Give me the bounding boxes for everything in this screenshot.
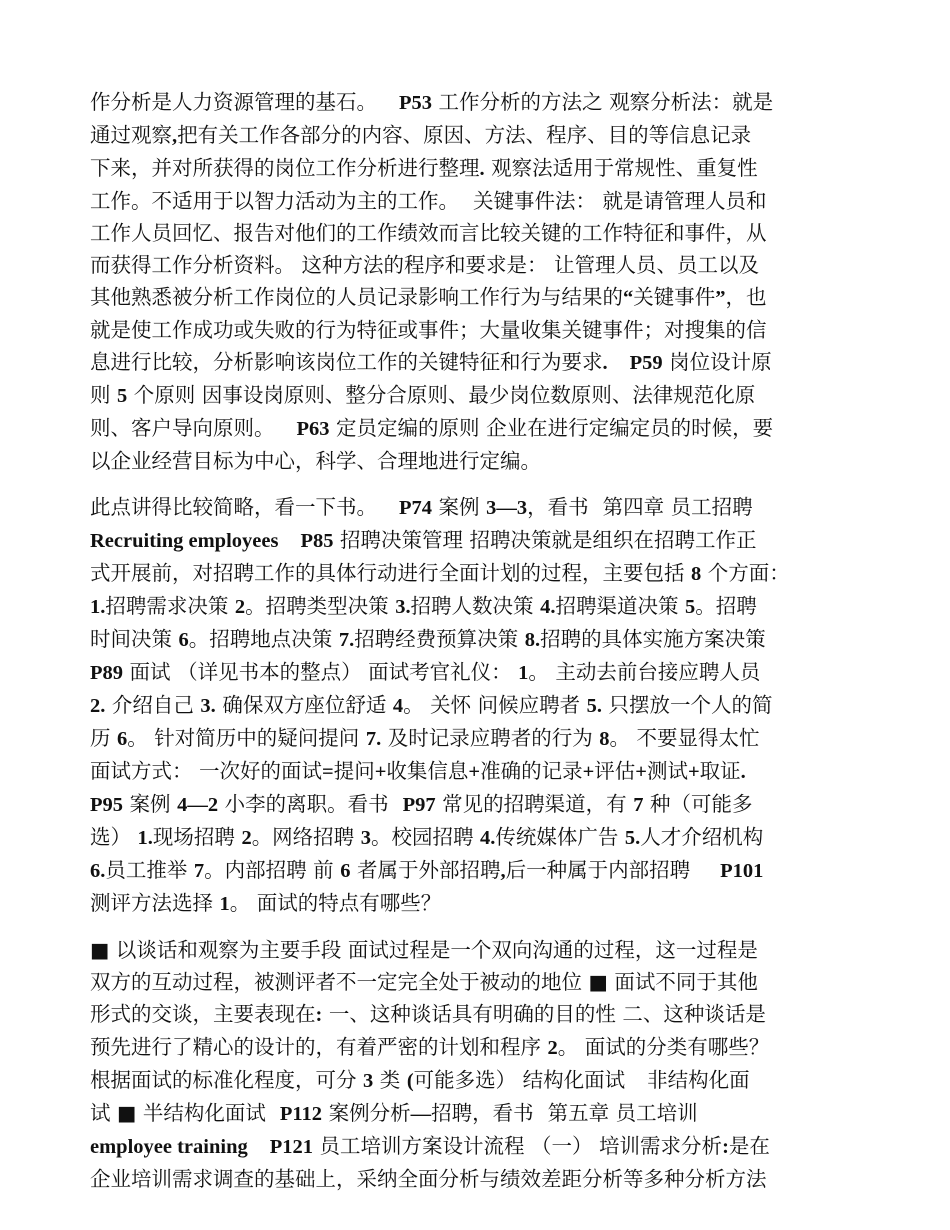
text-line	[90, 623, 866, 656]
text-run: 案例分析	[322, 1101, 411, 1125]
text-run: 收集信息	[386, 759, 469, 783]
bold-text: P85	[300, 530, 334, 552]
text-run: 。校园招聘	[370, 825, 480, 849]
text-run: 。 关怀 问候应聘者	[403, 693, 587, 717]
text-run: 者属于外部招聘	[350, 858, 501, 882]
text-run: 小李的离职。看书	[218, 792, 389, 816]
text-run: 后一种属于内部招聘	[505, 858, 691, 882]
text-run: 则、客户导向原则。	[90, 416, 275, 440]
bold-text: +	[468, 761, 481, 783]
text-run: 及时记录应聘者的行为	[381, 726, 600, 750]
bold-text: .	[602, 352, 608, 374]
text-run: 。 主动去前台接应聘人员	[528, 660, 761, 684]
bold-text: P89	[90, 662, 124, 684]
text-run: 选）	[90, 825, 138, 849]
text-line	[90, 755, 866, 788]
bold-text: employee training	[90, 1136, 248, 1158]
text-run: 第五章 员工培训	[547, 1101, 698, 1125]
bold-text: P101	[720, 860, 764, 882]
text-line	[90, 854, 866, 887]
bold-text: +	[635, 761, 647, 783]
text-line	[90, 86, 866, 119]
text-line	[90, 185, 866, 217]
text-run: 准确的记录	[480, 759, 583, 783]
text-run: 招聘渠道决策	[555, 594, 685, 618]
bold-text: 1	[518, 662, 529, 684]
text-run: 面试 （详见书本的整点） 面试考官礼仪：	[123, 660, 519, 684]
text-run: 个原则 因事设岗原则、整分合原则、最少岗位数原则、法律规范化原	[127, 383, 756, 407]
text-run: 介绍自己	[105, 693, 201, 717]
text-run: 双方的互动过程，被测评者不一定完全处于被动的地位 ■ 面试不同于其他	[90, 970, 758, 994]
text-line	[90, 119, 866, 152]
bold-text: P53	[399, 92, 433, 114]
text-line	[90, 346, 866, 379]
text-line	[90, 445, 866, 477]
paragraph	[90, 491, 866, 920]
text-line	[90, 1130, 866, 1163]
bold-text: :	[722, 1136, 729, 1158]
text-line	[90, 887, 866, 920]
bold-text: 2	[547, 1037, 558, 1059]
text-run: 员工培训方案设计流程 （一） 培训需求分析	[313, 1134, 723, 1158]
bold-text: 7.	[338, 629, 355, 651]
text-run: 下来，并对所获得的岗位工作分析进行整理	[90, 156, 480, 180]
text-run: 招聘经费预算决策	[354, 627, 525, 651]
text-run: 时间决策	[90, 627, 179, 651]
text-run: 根据面试的标准化程度，可分	[90, 1068, 364, 1092]
bold-text: 3.	[395, 596, 411, 618]
text-line	[90, 491, 866, 524]
bold-text: 8.	[524, 629, 541, 651]
text-run: 评估	[594, 759, 636, 783]
text-run: 招聘的具体实施方案决策	[540, 627, 766, 651]
text-run: 试 ■ 半结构化面试	[90, 1101, 266, 1125]
bold-text: 6	[178, 629, 189, 651]
bold-text: 7.	[365, 728, 382, 750]
text-run: 就是使工作成功或失败的行为特征或事件；大量收集关键事件；对搜集的信	[90, 318, 767, 342]
text-run: 此点讲得比较简略，看一下书。	[90, 495, 377, 519]
bold-text: Recruiting employees	[90, 530, 279, 552]
bold-text: 5	[117, 385, 128, 407]
text-run: 。 不要显得太忙	[609, 726, 760, 750]
text-run: 是在	[728, 1134, 770, 1158]
bold-text: 4.	[480, 827, 496, 849]
text-line	[90, 722, 866, 755]
bold-text: +	[582, 761, 595, 783]
bold-text: 6	[340, 860, 351, 882]
bold-text: 4.	[540, 596, 556, 618]
text-line	[90, 821, 866, 854]
text-line	[90, 379, 866, 412]
text-line	[90, 998, 866, 1031]
bold-text: 3	[363, 1070, 374, 1092]
text-run: 历	[90, 726, 118, 750]
text-run: 预先进行了精心的设计的，有着严密的计划和程序	[90, 1035, 548, 1059]
text-run: 息进行比较，分析影响该岗位工作的关键特征和行为要求	[90, 350, 603, 374]
text-line	[90, 314, 866, 346]
text-run: 种（可能多	[643, 792, 753, 816]
text-line	[90, 1097, 866, 1130]
text-line	[90, 590, 866, 623]
text-run: 类	[373, 1068, 407, 1092]
text-line	[90, 656, 866, 689]
text-run: 而获得工作分析资料。 这种方法的程序和要求是： 让管理人员、员工以及	[90, 253, 760, 277]
text-run: 可能多选） 结构化面试	[413, 1068, 626, 1092]
bold-text: 7	[633, 794, 644, 816]
bold-text: 5	[685, 596, 696, 618]
text-line	[90, 152, 866, 185]
text-run: 式开展前，对招聘工作的具体行动进行全面计划的过程，主要包括	[90, 561, 692, 585]
paragraph	[90, 934, 866, 1195]
text-run: 常见的招聘渠道，有	[435, 792, 634, 816]
text-run: 招聘，看书	[431, 1101, 534, 1125]
paragraph	[90, 86, 866, 477]
bold-text: 1.	[137, 827, 153, 849]
text-run: 工作人员回忆、报告对他们的工作绩效而言比较关键的工作特征和事件，从	[90, 221, 767, 245]
bold-text: 5.	[624, 827, 641, 849]
bold-text: ,	[172, 125, 178, 147]
text-run: 非结构化面	[647, 1068, 750, 1092]
text-run: 传统媒体广告	[495, 825, 625, 849]
text-run: 提问	[333, 759, 375, 783]
text-run: 其他熟悉被分析工作岗位的人员记录影响工作行为与结果的	[90, 285, 623, 309]
text-line	[90, 1031, 866, 1064]
text-run: 案例	[123, 792, 178, 816]
bold-text: 1	[219, 893, 230, 915]
text-run: 形式的交谈，主要表现在	[90, 1002, 316, 1026]
text-run: 作分析是人力资源管理的基石。	[90, 90, 377, 114]
bold-text: ,	[500, 860, 506, 882]
text-run: 。网络招聘	[251, 825, 361, 849]
bold-text: 8	[599, 728, 610, 750]
text-line	[90, 281, 866, 314]
bold-text: 2	[241, 827, 252, 849]
text-run: 关键事件	[633, 285, 716, 309]
text-run: 招聘需求决策	[105, 594, 235, 618]
text-line	[90, 689, 866, 722]
text-line	[90, 934, 866, 966]
bold-text: 1.	[90, 596, 106, 618]
bold-text: 2.	[90, 695, 106, 717]
bold-text: 7	[193, 860, 205, 882]
text-run: 以企业经营目标为中心，科学、合理地进行定编。	[90, 449, 541, 473]
text-run: 面试方式： 一次好的面试	[90, 759, 323, 783]
text-run: 通过观察	[90, 123, 172, 147]
text-run: 。内部招聘 前	[204, 858, 341, 882]
bold-text: 4—2	[177, 794, 219, 816]
bold-text: =	[322, 761, 334, 783]
text-line	[90, 966, 866, 998]
text-run: 企业培训需求调查的基础上，采纳全面分析与绩效差距分析等多种分析方法	[90, 1167, 767, 1191]
text-run: 一、这种谈话具有明确的目的性 二、这种谈话是	[322, 1002, 766, 1026]
text-run: 则	[90, 383, 118, 407]
text-run: 。招聘类型决策	[245, 594, 396, 618]
bold-text: 3	[360, 827, 371, 849]
text-run: 人才介绍机构	[640, 825, 764, 849]
bold-text: 8	[691, 563, 702, 585]
text-run: 员工推举	[105, 858, 194, 882]
text-run: 。招聘地点决策	[188, 627, 339, 651]
text-run: 案例	[432, 495, 487, 519]
bold-text: +	[687, 761, 700, 783]
text-run: 定员定编的原则 企业在进行定编定员的时候，要	[329, 416, 774, 440]
text-run: 只摆放一个人的简	[602, 693, 773, 717]
bold-text: +	[374, 761, 387, 783]
text-run: 。招聘	[695, 594, 757, 618]
bold-text: 6	[117, 728, 128, 750]
text-line	[90, 1064, 866, 1097]
bold-text: P121	[269, 1136, 313, 1158]
bold-text: 3.	[200, 695, 216, 717]
text-run: 个方面：	[701, 561, 790, 585]
text-run: 取证	[699, 759, 741, 783]
bold-text: 2	[234, 596, 246, 618]
text-run: 测试	[646, 759, 688, 783]
bold-text: ”	[715, 287, 726, 309]
text-run: 观察法适用于常规性、重复性	[484, 156, 758, 180]
bold-text: .	[479, 158, 485, 180]
text-run: 招聘决策管理 招聘决策就是组织在招聘工作正	[333, 528, 757, 552]
text-run: 。 面试的分类有哪些？	[557, 1035, 770, 1059]
text-run: 把有关工作各部分的内容、原因、方法、程序、目的等信息记录	[177, 123, 752, 147]
document-page	[90, 86, 866, 1195]
text-run: 。 面试的特点有哪些？	[229, 891, 442, 915]
bold-text: P74	[399, 497, 433, 519]
text-run: 第四章 员工招聘	[602, 495, 753, 519]
bold-text: (	[406, 1070, 414, 1092]
bold-text: 6.	[90, 860, 106, 882]
text-run: 现场招聘	[152, 825, 242, 849]
bold-text: 5.	[586, 695, 603, 717]
bold-text: :	[315, 1004, 323, 1026]
bold-text: P95	[90, 794, 124, 816]
text-run: ■ 以谈话和观察为主要手段 面试过程是一个双向沟通的过程，这一过程是	[90, 938, 758, 962]
text-run: 关键事件法： 就是请管理人员和	[473, 189, 767, 213]
text-run: 工作。不适用于以智力活动为主的工作。	[90, 189, 459, 213]
text-line	[90, 524, 866, 557]
text-line	[90, 557, 866, 590]
text-line	[90, 1163, 866, 1195]
text-line	[90, 788, 866, 821]
bold-text: .	[740, 761, 746, 783]
bold-text: 4	[392, 695, 404, 717]
text-run: ，看书	[527, 495, 589, 519]
text-run: 招聘人数决策	[410, 594, 541, 618]
text-run: 。 针对简历中的疑问提问	[127, 726, 366, 750]
bold-text: “	[623, 287, 634, 309]
bold-text: P97	[402, 794, 436, 816]
text-line	[90, 249, 866, 281]
bold-text: P112	[279, 1103, 323, 1125]
bold-text: 3—3	[486, 497, 528, 519]
text-run: 测评方法选择	[90, 891, 220, 915]
text-line	[90, 217, 866, 249]
text-run: 确保双方座位舒适	[215, 693, 393, 717]
bold-text: —	[410, 1103, 432, 1125]
bold-text: P63	[296, 418, 330, 440]
text-run: 工作分析的方法之 观察分析法：就是	[432, 90, 774, 114]
text-run: ，也	[725, 285, 767, 309]
text-run: 岗位设计原	[662, 350, 772, 374]
bold-text: P59	[629, 352, 663, 374]
text-line	[90, 412, 866, 445]
